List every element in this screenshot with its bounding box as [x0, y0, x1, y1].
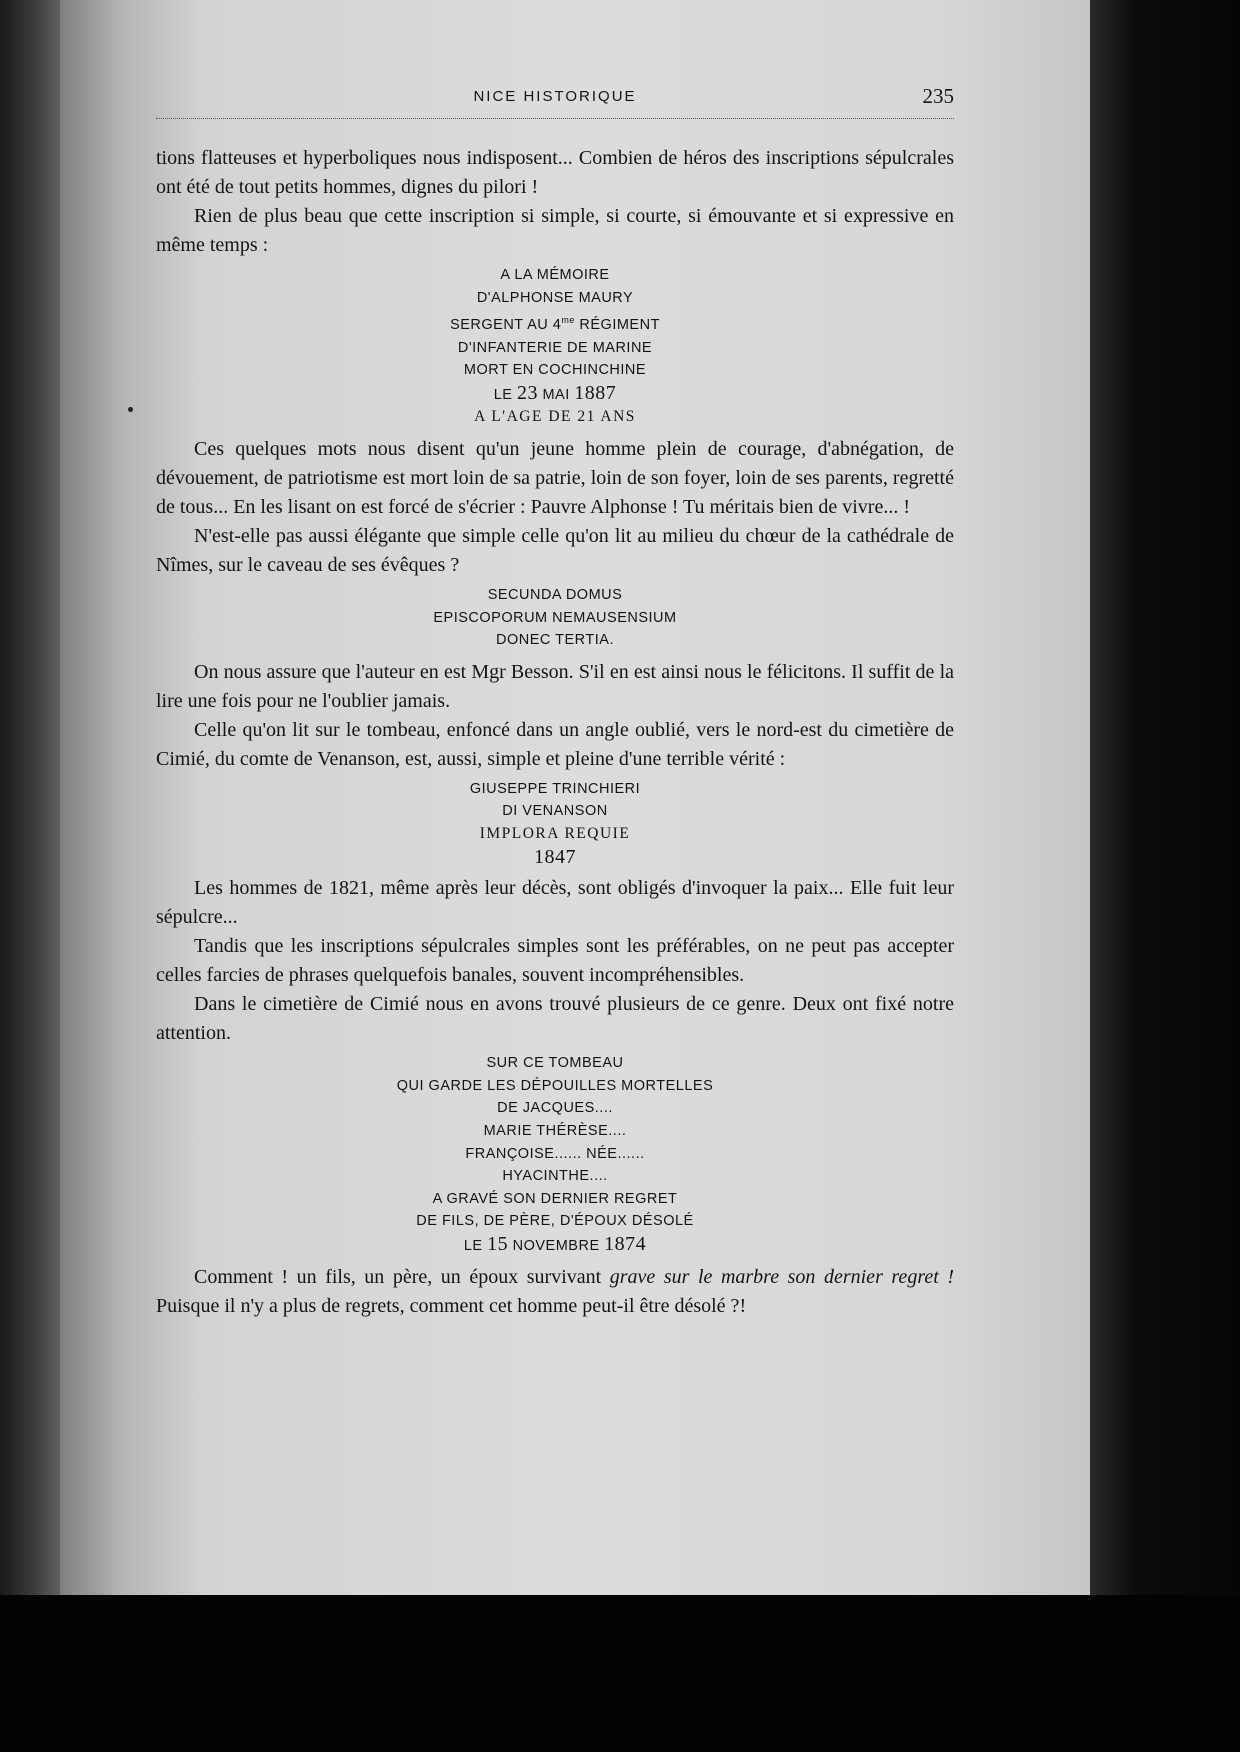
paragraph-1: tions flatteuses et hyperboliques nous indisposent... Combien de héros des inscriptions sépulcrales ont été de tout petits hommes, dignes du pilori !: [156, 147, 954, 198]
inscription-line: SERGENT AU $4^{me}$ RÉGIMENT: [450, 315, 660, 334]
inscription-line: EPISCOPORUM NEMAUSENSIUM: [433, 609, 677, 626]
paragraph-4: N'est-elle pas aussi élégante que simple celle qu'on lit au milieu du chœur de la cathédrale de Nîmes, sur le caveau de ses évêques ?: [156, 524, 954, 576]
inscription-line: SUR CE TOMBEAU: [486, 1055, 624, 1072]
running-title: NICE HISTORIQUE: [473, 88, 637, 105]
inscription-line: DI VENANSON: [502, 803, 608, 820]
italic-quote: grave sur le marbre son dernier regret !: [609, 1266, 954, 1289]
inscription-line: DONEC TERTIA.: [496, 632, 614, 649]
paragraph-2: Rien de plus beau que cette inscription si simple, si courte, si émouvante et si expressive en même temps :: [156, 205, 954, 256]
inscription-line: D'ALPHONSE MAURY: [476, 289, 634, 306]
inscription-line: GIUSEPPE TRINCHIERI: [469, 780, 641, 797]
paragraph-6: Celle qu'on lit sur le tombeau, enfoncé dans un angle oublié, vers le nord-est du cimetière de Cimié, du comte de Venanson, est, aussi, simple et pleine d'une terrible vérité :: [156, 718, 954, 770]
inscription-line: LE 23 MAI 1887: [493, 381, 617, 404]
paragraph-9: Dans le cimetière de Cimié nous en avons trouvé plusieurs de ce genre. Deux ont fixé notre attention.: [156, 993, 954, 1045]
paragraph-10: Comment ! un fils, un père, un époux survivant grave sur le marbre son dernier regret ! Puisque il n'y a plus de regrets, comment cet homme peut-il être désolé ?!: [156, 1266, 954, 1318]
inscription-line: HYACINTHE....: [502, 1168, 608, 1185]
paragraph-3: Ces quelques mots nous disent qu'un jeune homme plein de courage, d'abnégation, de dévouement, de patriotisme est mort loin de sa patrie, loin de son foyer, loin de ses parents, regretté de tous... En les lisant on est forcé de s'écrier : Pauvre Alphonse ! Tu méritais bien de vivre... !: [156, 437, 954, 518]
paragraph-5: On nous assure que l'auteur en est Mgr Besson. S'il en est ainsi nous le félicitons. Il suffit de la lire une fois pour ne l'oublier jamais.: [156, 660, 954, 712]
inscription-line: D'INFANTERIE DE MARINE: [457, 339, 653, 356]
inscription-line: FRANÇOISE...... NÉE......: [465, 1145, 645, 1162]
header-rule: [156, 118, 954, 119]
inscription-line: A L'AGE DE 21 ANS: [474, 408, 636, 426]
inscription-venanson: [156, 778, 954, 868]
inscription-line: MARIE THÉRÈSE....: [483, 1122, 627, 1139]
inscription-maury: [156, 264, 954, 429]
inscription-line: IMPLORA REQUIE: [479, 824, 631, 842]
inscription-line: DE JACQUES....: [497, 1100, 613, 1117]
inscription-line: LE 15 NOVEMBRE 1874: [463, 1232, 647, 1255]
scan-right-shadow: [1090, 0, 1240, 1595]
inscription-nimes: [156, 584, 954, 652]
page-body: [156, 144, 954, 1321]
inscription-line: SECUNDA DOMUS: [487, 586, 623, 603]
inscription-line: A LA MÉMOIRE: [500, 267, 610, 283]
ordinal-superscript: me: [561, 315, 575, 326]
paragraph-8: Tandis que les inscriptions sépulcrales simples sont les préférables, on ne peut pas accepter celles farcies de phrases quelquefois banales, souvent incompréhensibles.: [156, 935, 954, 987]
inscription-line: QUI GARDE LES DÉPOUILLES MORTELLES: [396, 1077, 714, 1094]
scan-bottom-band: [0, 1595, 1240, 1752]
margin-bullet-mark: [128, 407, 133, 412]
inscription-line: MORT EN COCHINCHINE: [463, 362, 647, 379]
inscription-year: 1847: [534, 845, 576, 868]
page-header: [156, 84, 954, 118]
inscription-line: DE FILS, DE PÈRE, D'ÉPOUX DÉSOLÉ: [416, 1213, 694, 1230]
paragraph-7: Les hommes de 1821, même après leur décès, sont obligés d'invoquer la paix... Elle fuit leur sépulcre...: [156, 877, 954, 929]
inscription-line: A GRAVÉ SON DERNIER REGRET: [432, 1190, 678, 1207]
inscription-family-tomb: [156, 1052, 954, 1257]
page-number: 235: [922, 84, 954, 108]
